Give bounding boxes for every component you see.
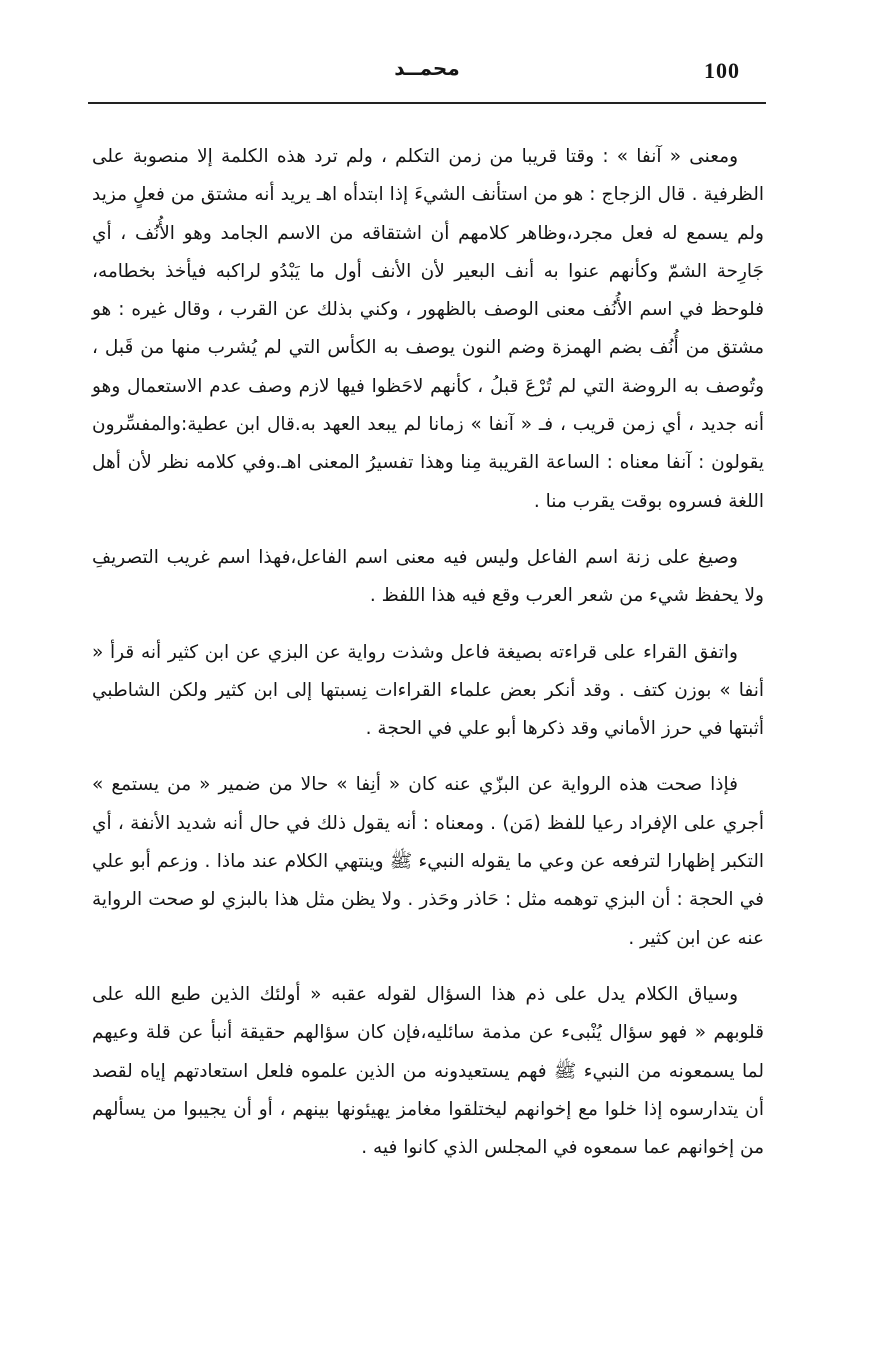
page-header bbox=[88, 56, 766, 104]
paragraph-meaning-anifan: ومعنى « آنفا » : وقتا قريبا من زمن التكلم ، ولم ترد هذه الكلمة إلا منصوبة على الظرفية . قال الزجاج : هو من استأنف الشيءَ إذا ابتدأه اهـ يريد أنه مشتق من فعلٍ مزيد ولم يسمع له فعل مجرد،وظاهر كلامهم أن اشتقاقه من الاسم الجامد وهو الأُنُف ، أي جَارِحة الشمّ وكأنهم عنوا به أنف البعير لأن الأنف أول ما يَبْدُو لراكبه فيأخذ بخطامه، فلوحظ في اسم الأُنُف معنى الوصف بالظهور ، وكني بذلك عن القرب ، وقال غيره : هو مشتق من أُنُف بضم الهمزة وضم النون يوصف به الكأس التي لم يُشرب منها من قَبل ، وتُوصف به الروضة التي لم تُرْعَ قبلُ ، كأنهم لاحَظوا فيها لازم وصف عدم الاستعمال وهو أنه جديد ، أي زمن قريب ، فـ « آنفا » زمانا لم يبعد العهد به.قال ابن عطية:والمفسِّرون يقولون : آنفا معناه : الساعة القريبة مِنا وهذا تفسيرُ المعنى اهـ.وفي كلامه نظر لأن أهل اللغة فسروه بوقت يقرب منا . bbox=[92, 146, 764, 512]
paragraph-readings: واتفق القراء على قراءته بصيغة فاعل وشذت رواية عن البزي عن ابن كثير أنه قرأ « أنفا » بوزن كتف . وقد أنكر بعض علماء القراءات نِسبتها إلى ابن كثير ولكن الشاطبي أثبتها في حرز الأماني وقد ذكرها أبو علي في الحجة . bbox=[92, 641, 764, 740]
page-number: 100 bbox=[704, 58, 740, 83]
header-rule bbox=[88, 102, 766, 104]
running-title: محمــد bbox=[394, 56, 460, 80]
body-text bbox=[92, 138, 764, 1167]
paragraph-bazzi-narration: فإذا صحت هذه الرواية عن البزّي عنه كان « أنِفا » حالا من ضمير « من يستمع » أجري على الإفراد رعيا للفظ (مَن) . ومعناه : أنه يقول ذلك في حال أنه شديد الأنفة ، أي التكبر إظهارا لترفعه عن وعي ما يقوله النبيء ﷺ وينتهي الكلام عند ماذا . وزعم أبو علي في الحجة : أن البزي توهمه مثل : حَاذر وحَذر . ولا يظن مثل هذا بالبزي لو صحت الرواية عنه عن ابن كثير . bbox=[92, 774, 764, 949]
paragraph-context: وسياق الكلام يدل على ذم هذا السؤال لقوله عقبه « أولئك الذين طبع الله على قلوبهم « فهو سؤال يُنْبىء عن مذمة سائليه،فإن كان سؤالهم حقيقة أنبأ عن قلة وعيهم لما يسمعونه من النبيء ﷺ فهم يستعيدونه من الذين علموه فلعل استعادتهم إياه لقصد أن يتدارسوه إذا خلوا مع إخوانهم ليختلقوا مغامز يهيئونها بينهم ، أو أن يجيبوا من يسألهم من إخوانهم عما سمعوه في المجلس الذي كانوا فيه . bbox=[92, 983, 764, 1159]
paragraph-morphology: وصيغ على زنة اسم الفاعل وليس فيه معنى اسم الفاعل،فهذا اسم غريب التصريفِ ولا يحفظ شيء من شعر العرب وقع فيه هذا اللفظ . bbox=[92, 546, 764, 607]
